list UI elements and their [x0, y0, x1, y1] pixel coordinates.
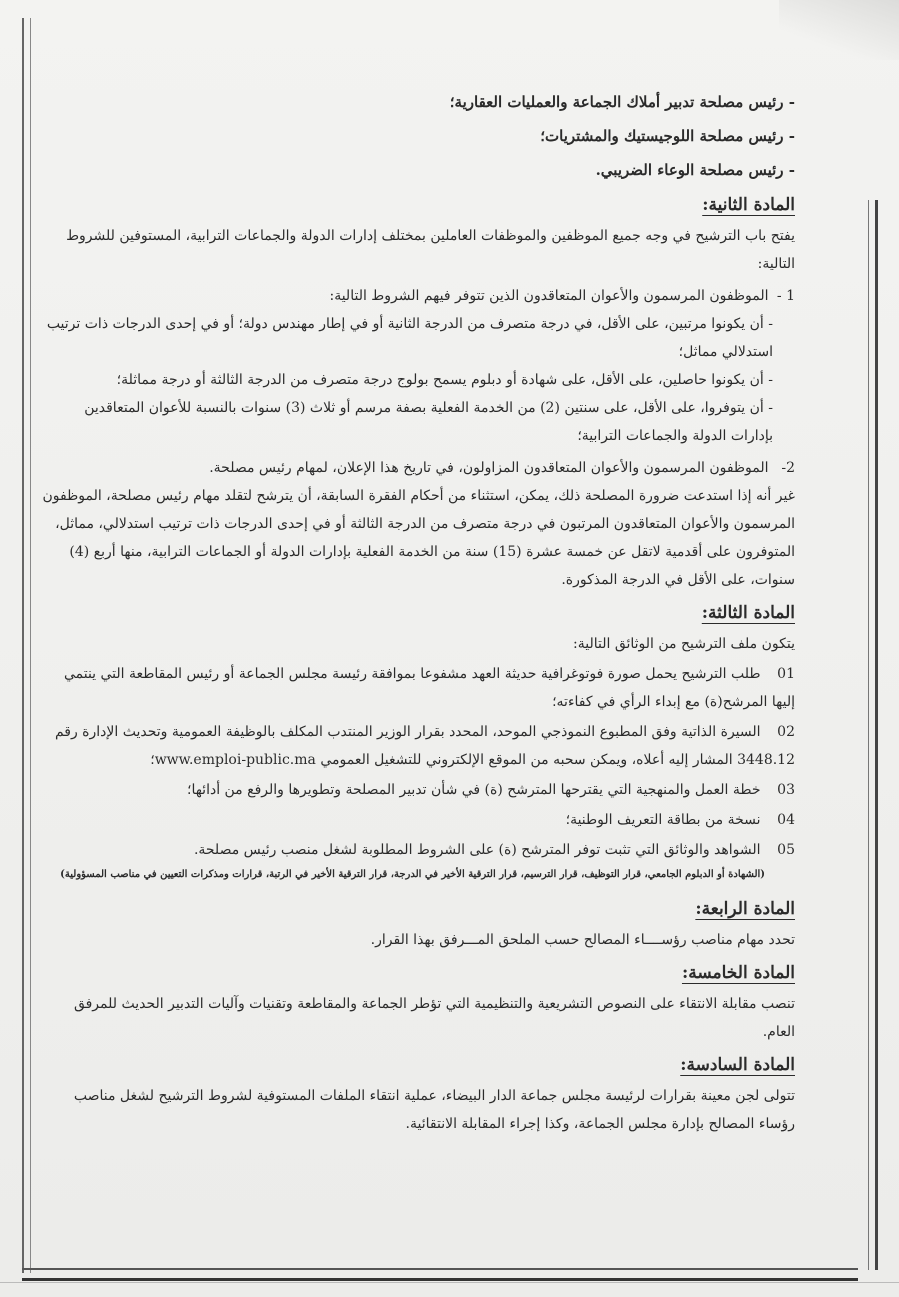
- document-item: [40, 718, 795, 774]
- page-border-left: [22, 18, 31, 1273]
- condition-bullet: - أن يكونوا مرتبين، على الأقل، في درجة متصرف من الدرجة الثانية أو في إطار مهندس دولة؛ أو في إحدى الدرجات ذات ترتيب استدلالي مماثل؛: [40, 310, 773, 366]
- document-number: 04: [777, 812, 795, 828]
- article-5-title: المادة الخامسة:: [681, 963, 795, 983]
- intro-item: - رئيس مصلحة اللوجيستيك والمشتريات؛: [40, 122, 795, 150]
- document-item: [40, 836, 795, 864]
- document-text: خطة العمل والمنهجية التي يقترحها المترشح (ة) في شأن تدبير المصلحة وتطويرها والرفع من أدائها؛: [187, 782, 761, 798]
- intro-item: - رئيس مصلحة الوعاء الضريبي.: [40, 156, 795, 184]
- condition-bullet: - أن يتوفروا، على الأقل، على سنتين (2) من الخدمة الفعلية بصفة مرسم أو ثلاث (3) سنوات بالنسبة للأعوان المتعاقدين بإدارات الدولة والجماعات الترابية؛: [40, 394, 773, 450]
- page-fold-shadow: [779, 0, 899, 60]
- article-6-title: المادة السادسة:: [680, 1055, 795, 1075]
- document-number: 03: [777, 782, 795, 798]
- intro-item: - رئيس مصلحة تدبير أملاك الجماعة والعمليات العقارية؛: [40, 88, 795, 116]
- article-6-text: تتولى لجن معينة بقرارات لرئيسة مجلس جماعة الدار البيضاء، عملية انتقاء الملفات المستوفية لشروط الترشيح لشغل مناصب رؤساء المصالح بإدارة مجلس الجماعة، وكذا إجراء المقابلة الانتقائية.: [73, 1088, 795, 1132]
- article-3-intro: يتكون ملف الترشيح من الوثائق التالية:: [573, 636, 795, 652]
- document-number: 02: [777, 724, 795, 740]
- document-item: [40, 660, 795, 716]
- article-3-title: المادة الثالثة:: [701, 603, 795, 623]
- document-text: نسخة من بطاقة التعريف الوطنية؛: [565, 812, 761, 828]
- document-body: [40, 88, 795, 1138]
- document-item: [40, 806, 795, 834]
- article-2-group-1: [40, 282, 795, 310]
- condition-bullet: - أن يكونوا حاصلين، على الأقل، على شهادة أو دبلوم يسمح بولوج درجة متصرف من الدرجة الثالثة أو درجة مماثلة؛: [40, 366, 773, 394]
- group-number: 1 -: [776, 288, 795, 304]
- group-text: الموظفون المرسمون والأعوان المتعاقدون الذين تتوفر فيهم الشروط التالية:: [329, 288, 769, 304]
- article-2-title: المادة الثانية:: [702, 195, 795, 215]
- document-text: السيرة الذاتية وفق المطبوع النموذجي الموحد، المحدد بقرار الوزير المنتدب المكلف بالوظيفة العمومية وتحديث الإدارة رقم 3448.12 المشار إليه أعلاه، ويمكن سحبه من الموقع الإلكتروني للتشغيل العمومي www.emploi-public.ma؛: [54, 724, 795, 768]
- page-border-right: [868, 200, 878, 1270]
- article-2-exception: غير أنه إذا استدعت ضرورة المصلحة ذلك، يمكن، استثناء من أحكام الفقرة السابقة، أن يترشح لتقلد مهام رئيس مصلحة، الموظفون المرسمون والأعوان المتعاقدون المرتبون في درجة متصرف من الدرجة الثالثة أو في إحدى الدرجات ذات ترتيب استدلالي، مماثل، المتوفرون على أقدمية لاتقل عن خمسة عشرة (15) سنة من الخدمة الفعلية بإدارات الدولة أو الجماعات الترابية، منها أربع (4) سنوات، على الأقل في الدرجة المذكورة.: [42, 488, 795, 588]
- article-2-group-2: [40, 454, 795, 482]
- document-number: 01: [777, 666, 795, 682]
- page-border-bottom: [22, 1268, 858, 1281]
- group-text: الموظفون المرسمون والأعوان المتعاقدون المزاولون، في تاريخ هذا الإعلان، لمهام رئيس مصلحة.: [209, 460, 769, 476]
- article-2-intro: يفتح باب الترشيح في وجه جميع الموظفين والموظفات العاملين بمختلف إدارات الدولة والجماعات الترابية، المستوفين للشروط التالية:: [66, 228, 795, 272]
- document-number: 05: [777, 842, 795, 858]
- article-4-text: تحدد مهام مناصب رؤســــاء المصالح حسب الملحق المـــرفق بهذا القرار.: [370, 932, 795, 948]
- document-text: طلب الترشيح يحمل صورة فوتوغرافية حديثة العهد مشفوعا بموافقة رئيسة مجلس الجماعة أو رئيس المقاطعة التي ينتمي إليها المرشح(ة) مع إبداء الرأي في كفاءته؛: [63, 666, 795, 710]
- document-text: الشواهد والوثائق التي تثبت توفر المترشح (ة) على الشروط المطلوبة لشغل منصب رئيس مصلحة.: [193, 842, 761, 858]
- article-4-title: المادة الرابعة:: [695, 899, 795, 919]
- documents-note: (الشهادة أو الدبلوم الجامعي، قرار التوظيف، قرار الترسيم، قرار الترقية الأخير في الدرجة، قرار الترقية الأخير في الرتبة، قرارات ومذكرات التعيين في مناصب المسؤولية): [60, 869, 765, 880]
- article-5-text: تنصب مقابلة الانتقاء على النصوص التشريعية والتنظيمية التي تؤطر الجماعة والمقاطعة وتقنيات وآليات التدبير الحديث للمرفق العام.: [73, 996, 795, 1040]
- document-item: [40, 776, 795, 804]
- group-number: 2-: [781, 460, 795, 476]
- page-edge: [0, 1282, 899, 1283]
